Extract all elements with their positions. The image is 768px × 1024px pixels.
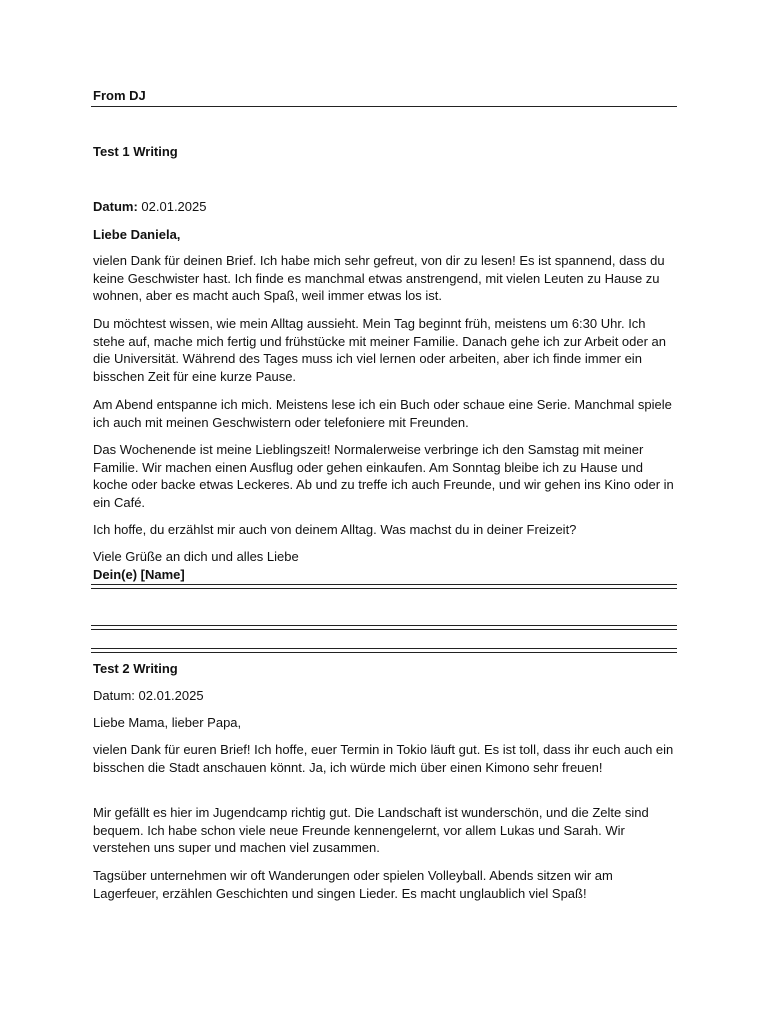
test1-date-label: Datum: (93, 199, 138, 214)
test2-title: Test 2 Writing (93, 661, 178, 676)
section-divider-1b (91, 588, 677, 589)
test1-greeting: Liebe Daniela, (93, 227, 181, 242)
test1-paragraph-2: Du möchtest wissen, wie mein Alltag aussieht. Mein Tag beginnt früh, meistens um 6:30 Uhr. Ich stehe auf, mache mich fertig und frühstücke mit meiner Familie. Danach gehe ich zur Arbeit oder an die Universität. Während des Tages muss ich viel lernen oder arbeiten, aber ich finde immer ein bisschen Zeit für eine kurze Pause. (93, 316, 667, 384)
test1-paragraph-1: vielen Dank für deinen Brief. Ich habe mich sehr gefreut, von dir zu lesen! Es ist spannend, dass du keine Geschwister hast. Ich finde es manchmal etwas anstrengend, mit vielen Leuten zu Hause zu wohnen, aber es macht auch Spaß, weil immer etwas los ist. (93, 253, 665, 303)
test2-greeting: Liebe Mama, lieber Papa, (93, 715, 242, 730)
test1-paragraph-5: Ich hoffe, du erzählst mir auch von deinem Alltag. Was machst du in deiner Freizeit? (93, 522, 577, 537)
section-divider-2a (91, 625, 677, 626)
test1-date (93, 198, 677, 216)
section-divider-3b (91, 652, 677, 653)
test1-closing: Viele Grüße an dich und alles Liebe (93, 549, 299, 564)
test1-paragraph-3: Am Abend entspanne ich mich. Meistens lese ich ein Buch oder schaue eine Serie. Manchmal spiele ich auch mit meinen Geschwistern oder telefoniere mit Freunden. (93, 397, 672, 430)
test2-paragraph-2: Mir gefällt es hier im Jugendcamp richtig gut. Die Landschaft ist wunderschön, und die Zelte sind bequem. Ich habe schon viele neue Freunde kennengelernt, vor allem Lukas und Sarah. Wir verstehen uns super und machen viel zusammen. (93, 805, 649, 855)
test1-title: Test 1 Writing (93, 144, 178, 159)
test2-date: Datum: 02.01.2025 (93, 688, 204, 703)
test1-signature: Dein(e) [Name] (93, 567, 185, 582)
test2-paragraph-1: vielen Dank für euren Brief! Ich hoffe, euer Termin in Tokio läuft gut. Es ist toll, dass ihr euch auch ein bisschen die Stadt anschauen könnt. Ja, ich würde mich über einen Kimono sehr freuen! (93, 742, 674, 775)
test1-paragraph-4: Das Wochenende ist meine Lieblingszeit! Normalerweise verbringe ich den Samstag mit meiner Familie. Wir machen einen Ausflug oder gehen einkaufen. Am Sonntag bleibe ich zu Hause und koche oder backe etwas Leckeres. Ab und zu treffe ich auch Freunde, und wir gehen ins Kino oder in ein Café. (93, 442, 674, 510)
section-divider-3a (91, 648, 677, 649)
section-divider-1a (91, 584, 677, 585)
from-header: From DJ (93, 88, 146, 103)
section-divider-2b (91, 629, 677, 630)
test1-date-value: 02.01.2025 (141, 199, 207, 214)
test2-paragraph-3: Tagsüber unternehmen wir oft Wanderungen oder spielen Volleyball. Abends sitzen wir am Lagerfeuer, erzählen Geschichten und singen Lieder. Es macht unglaublich viel Spaß! (93, 868, 613, 901)
header-divider (91, 106, 677, 107)
